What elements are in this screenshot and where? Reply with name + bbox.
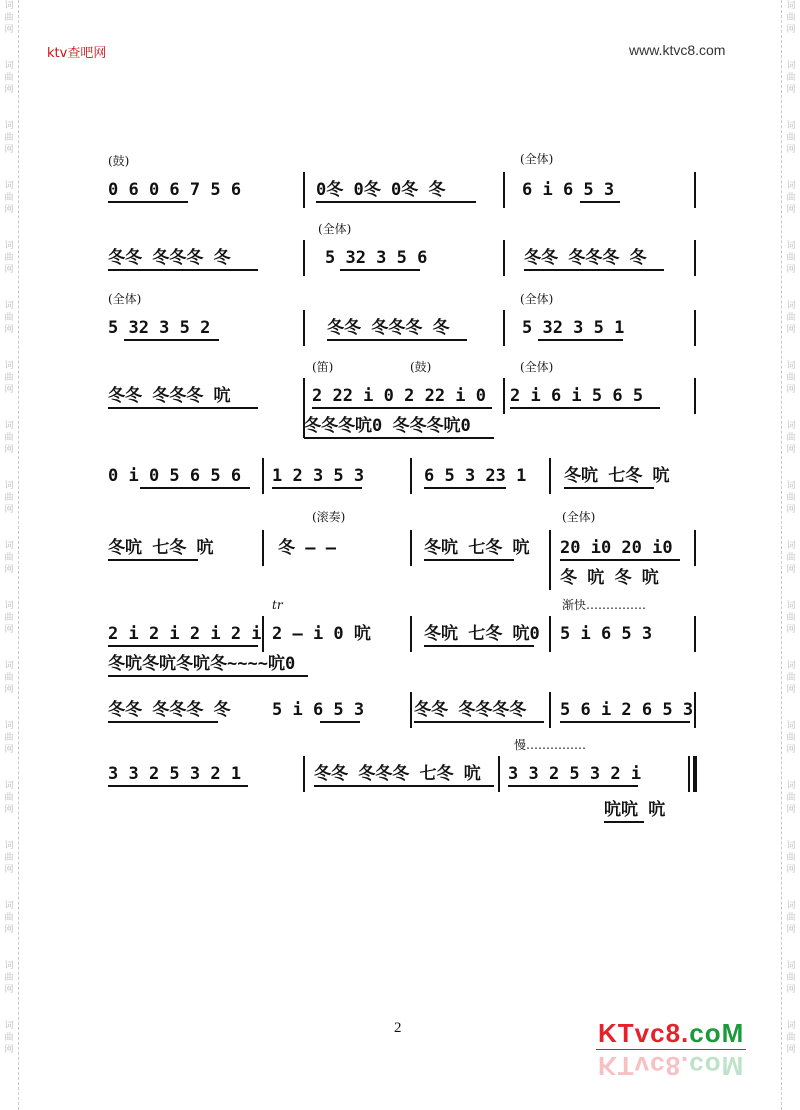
measure-notes: 冬冬 冬冬冬 冬 xyxy=(524,248,647,268)
side-watermark-text: 词 曲 网 xyxy=(4,121,14,155)
measure-notes: 冬吭 七冬 吭 xyxy=(424,538,530,558)
side-watermark-text: 词 曲 网 xyxy=(4,481,14,515)
side-watermark-text: 词 曲 网 xyxy=(786,781,796,815)
tempo-marking: 慢…………… xyxy=(514,738,587,752)
measure-notes: 冬冬 冬冬冬 冬 xyxy=(108,248,231,268)
measure-notes: 2 — i 0 吭 xyxy=(272,624,371,644)
measure-notes: 6 i 6 5 3 xyxy=(522,180,615,200)
page-number: 2 xyxy=(394,1020,402,1036)
measure-notes: 3 3 2 5 3 2 1 xyxy=(108,764,242,784)
side-watermark-text: 词 曲 网 xyxy=(4,421,14,455)
measure-notes: 2 i 2 i 2 i 2 i xyxy=(108,624,262,644)
side-watermark-text: 词 曲 网 xyxy=(786,361,796,395)
measure-notes: 5 32 3 5 2 xyxy=(108,318,211,338)
side-watermark-text: 词 曲 网 xyxy=(786,841,796,875)
lyric-line: 冬冬冬吭0 冬冬冬吭0 xyxy=(304,416,471,436)
measure-notes: 冬吭 七冬 吭 xyxy=(564,466,670,486)
side-watermark-text: 词 曲 网 xyxy=(786,901,796,935)
side-watermark-text: 词 曲 网 xyxy=(4,301,14,335)
measure-notes: 5 32 3 5 1 xyxy=(522,318,625,338)
measure-notes: 0 i 0 5 6 5 6 xyxy=(108,466,242,486)
side-watermark-text: 词 曲 网 xyxy=(4,361,14,395)
side-watermark-text: 词 曲 网 xyxy=(4,1021,14,1055)
instrument-label: (全体) xyxy=(318,222,352,236)
measure-notes: 5 i 6 5 3 xyxy=(272,700,365,720)
measure-notes: 3 3 2 5 3 2 i xyxy=(508,764,642,784)
side-watermark-text: 词 曲 网 xyxy=(4,241,14,275)
side-watermark-text: 词 曲 网 xyxy=(4,661,14,695)
measure-notes: 5 6 i 2 6 5 3 xyxy=(560,700,694,720)
side-watermark-text: 词 曲 网 xyxy=(4,1,14,35)
lyric-line: 冬 吭 冬 吭 xyxy=(560,568,659,588)
measure-notes: 冬冬 冬冬冬 吭 xyxy=(108,386,231,406)
side-watermark-text: 词 曲 网 xyxy=(786,241,796,275)
side-watermark-text: 词 曲 网 xyxy=(4,601,14,635)
measure-notes: 冬吭 七冬 吭0 xyxy=(424,624,540,644)
measure-notes: 2 i 6 i 5 6 5 xyxy=(510,386,644,406)
side-watermark-text: 词 曲 网 xyxy=(786,1,796,35)
side-watermark-text: 词 曲 网 xyxy=(786,301,796,335)
trill-mark: tr xyxy=(272,598,283,612)
side-watermark-text: 词 曲 网 xyxy=(4,61,14,95)
header-site-name: ktv查吧网 xyxy=(47,46,107,61)
side-watermark-text: 词 曲 网 xyxy=(4,181,14,215)
measure-notes: 5 i 6 5 3 xyxy=(560,624,653,644)
side-watermark-text: 词 曲 网 xyxy=(4,721,14,755)
measure-notes: 6 5 3 23 1 xyxy=(424,466,527,486)
side-watermark-text: 词 曲 网 xyxy=(786,721,796,755)
measure-notes: 0 6 0 6 7 5 6 xyxy=(108,180,242,200)
side-watermark-text: 词 曲 网 xyxy=(786,421,796,455)
header-site-url: www.ktvc8.com xyxy=(629,42,726,58)
measure-notes: 20 i0 20 i0 xyxy=(560,538,673,558)
side-watermark-text: 词 曲 网 xyxy=(786,541,796,575)
side-watermark-text: 词 曲 网 xyxy=(4,541,14,575)
instrument-label: (全体) xyxy=(520,152,554,166)
lyric-line: 吭吭 吭 xyxy=(604,800,666,820)
side-watermark-text: 词 曲 网 xyxy=(786,481,796,515)
side-watermark-text: 词 曲 网 xyxy=(4,841,14,875)
side-watermark-text: 词 曲 网 xyxy=(786,61,796,95)
measure-notes: 5 32 3 5 6 xyxy=(325,248,428,268)
measure-notes: 冬冬 冬冬冬 冬 xyxy=(327,318,450,338)
instrument-label: (全体) xyxy=(108,292,142,306)
instrument-label: (全体) xyxy=(520,360,554,374)
instrument-label: (笛) xyxy=(312,360,334,374)
side-watermark-text: 词 曲 网 xyxy=(786,1021,796,1055)
measure-notes: 冬冬 冬冬冬 七冬 吭 xyxy=(314,764,481,784)
lyric-line: 冬吭冬吭冬吭冬~~~~吭0 xyxy=(108,654,296,674)
measure-notes: 冬 — — xyxy=(278,538,336,558)
side-watermark-text: 词 曲 网 xyxy=(786,961,796,995)
measure-notes: 1 2 3 5 3 xyxy=(272,466,365,486)
side-watermark-text: 词 曲 网 xyxy=(786,661,796,695)
instrument-label: (全体) xyxy=(520,292,554,306)
side-watermark-text: 词 曲 网 xyxy=(786,121,796,155)
measure-notes: 冬吭 七冬 吭 xyxy=(108,538,214,558)
instrument-label: (全体) xyxy=(562,510,596,524)
side-watermark-text: 词 曲 网 xyxy=(4,901,14,935)
instrument-label: (鼓) xyxy=(410,360,432,374)
side-watermark-text: 词 曲 网 xyxy=(4,961,14,995)
measure-notes: 冬冬 冬冬冬冬 xyxy=(414,700,527,720)
side-watermark-text: 词 曲 网 xyxy=(4,781,14,815)
measure-notes: 冬冬 冬冬冬 冬 xyxy=(108,700,231,720)
site-logo-reflection: KTvc8.coM xyxy=(598,1051,745,1081)
measure-notes: 0冬 0冬 0冬 冬 xyxy=(316,180,446,200)
tempo-marking: 渐快…………… xyxy=(562,598,647,612)
instrument-label: (滚奏) xyxy=(312,510,346,524)
instrument-label: (鼓) xyxy=(108,154,130,168)
side-watermark-text: 词 曲 网 xyxy=(786,601,796,635)
side-watermark-text: 词 曲 网 xyxy=(786,181,796,215)
measure-notes: 2 22 i 0 2 22 i 0 xyxy=(312,386,486,406)
site-logo: KTvc8.coM xyxy=(598,1018,745,1048)
